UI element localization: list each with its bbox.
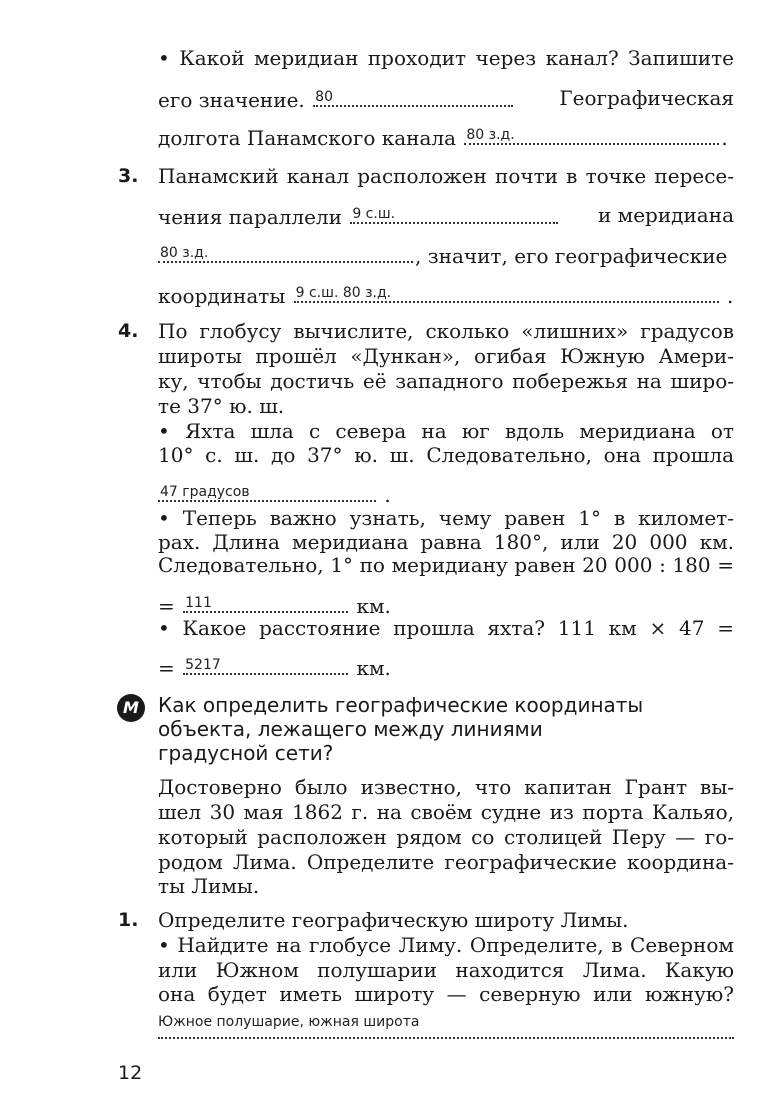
q1-line-2: • Найдите на глобусе Лиму. Определите, в Северном: [158, 933, 734, 957]
q4-line-4: те 37° ю. ш.: [158, 394, 285, 418]
q4-line-11: [158, 592, 734, 619]
method-heading-line-2: объекта, лежащего между линиями: [158, 717, 543, 741]
q3-line-3-text-b: , значит, его географические: [415, 244, 728, 268]
q3-line-3: [158, 242, 734, 269]
q3-line-4-period: .: [726, 284, 734, 308]
q3-line-4: [158, 282, 734, 309]
q1-line-1: Определите географическую широту Лимы.: [158, 908, 629, 932]
unit-km-1: км.: [356, 594, 391, 618]
answer-parallel-value: 9 с.ш.: [352, 206, 396, 222]
answer-degrees-value: 47 градусов: [160, 484, 250, 500]
answer-longitude-value: 80 з.д.: [466, 127, 515, 143]
method-para-line-4: родом Лима. Определите географические координа-: [158, 850, 734, 874]
q3-line-2-text-a: чения параллели: [158, 205, 342, 229]
answer-meridian-2-value: 80 з.д.: [160, 245, 209, 261]
answer-field-coordinates[interactable]: [294, 282, 719, 303]
answer-distance-value: 5217: [185, 657, 221, 673]
answer-field-parallel[interactable]: [350, 203, 558, 224]
q4-line-7: [158, 481, 734, 508]
method-para-line-1: Достоверно было известно, что капитан Грант вы-: [158, 775, 734, 799]
q3-line-1: Панамский канал расположен почти в точке пересе-: [158, 164, 734, 188]
q4-line-5: • Яхта шла с севера на юг вдоль меридиана от: [158, 419, 734, 443]
question-number-4: 4.: [118, 320, 139, 342]
question-number-1: 1.: [118, 909, 139, 931]
answer-field-meridian-2[interactable]: [158, 242, 413, 263]
q3-line-2-text-b: и меридиана: [597, 203, 734, 227]
page-number: 12: [118, 1062, 143, 1084]
q3-line-4-text-a: координаты: [158, 284, 286, 308]
equals-sign-1: =: [158, 594, 175, 618]
question-number-3: 3.: [118, 165, 139, 187]
q2-line-2-text-a: его значение.: [158, 88, 305, 112]
answer-km-per-degree-value: 111: [185, 595, 212, 611]
method-heading-line-3: градусной сети?: [158, 741, 334, 765]
q2-line-3: [158, 124, 734, 151]
method-para-line-3: который расположен рядом со столицей Перу — го-: [158, 825, 734, 849]
answer-field-longitude[interactable]: [464, 124, 719, 145]
q4-line-12: • Какое расстояние прошла яхта? 111 км × 47 =: [158, 616, 734, 640]
q4-line-13: [158, 654, 734, 681]
method-para-line-2: шел 30 мая 1862 г. на своём судне из порта Кальяо,: [158, 800, 734, 824]
q2-line-1: • Какой меридиан проходит через канал? Запишите: [158, 46, 734, 70]
equals-sign-2: =: [158, 656, 175, 680]
q4-line-3: ку, чтобы достичь её западного побережья на широ-: [158, 369, 734, 393]
q1-line-3: или Южном полушарии находится Лима. Какую: [158, 958, 734, 982]
answer-field-km-per-degree[interactable]: [183, 592, 348, 613]
q2-line-3-text-a: долгота Панамского канала: [158, 126, 457, 150]
method-para-line-5: ты Лимы.: [158, 874, 260, 898]
answer-field-distance[interactable]: [183, 654, 348, 675]
q4-line-6: 10° с. ш. до 37° ю. ш. Следовательно, она прошла: [158, 443, 734, 467]
answer-coordinates-value: 9 с.ш. 80 з.д.: [295, 285, 392, 301]
unit-km-2: км.: [356, 656, 391, 680]
answer-field-hemisphere[interactable]: [158, 1036, 734, 1039]
q4-line-1: По глобусу вычислите, сколько «лишних» градусов: [158, 319, 734, 343]
q4-line-7-period: .: [384, 483, 391, 507]
method-badge-icon: М: [117, 694, 145, 722]
q3-line-2: [158, 203, 734, 230]
answer-meridian-value: 80: [315, 89, 333, 105]
q2-line-2-text-b: Географическая: [559, 86, 734, 110]
q2-line-2: [158, 86, 734, 113]
answer-field-degrees[interactable]: [158, 481, 376, 502]
q4-line-9: рах. Длина меридиана равна 180°, или 20 000 км.: [158, 530, 734, 554]
answer-field-meridian[interactable]: [313, 86, 513, 107]
q4-line-8: • Теперь важно узнать, чему равен 1° в километ-: [158, 506, 734, 530]
q2-line-3-period: .: [721, 126, 728, 150]
q1-line-4: она будет иметь широту — северную или южную?: [158, 982, 734, 1006]
q4-line-10: Следовательно, 1° по меридиану равен 20 000 : 180 =: [158, 553, 734, 577]
answer-hemisphere-value: Южное полушарие, южная широта: [158, 1014, 420, 1030]
method-heading-line-1: Как определить географические координаты: [158, 693, 644, 717]
q4-line-2: широты прошёл «Дункан», огибая Южную Амери-: [158, 344, 734, 368]
